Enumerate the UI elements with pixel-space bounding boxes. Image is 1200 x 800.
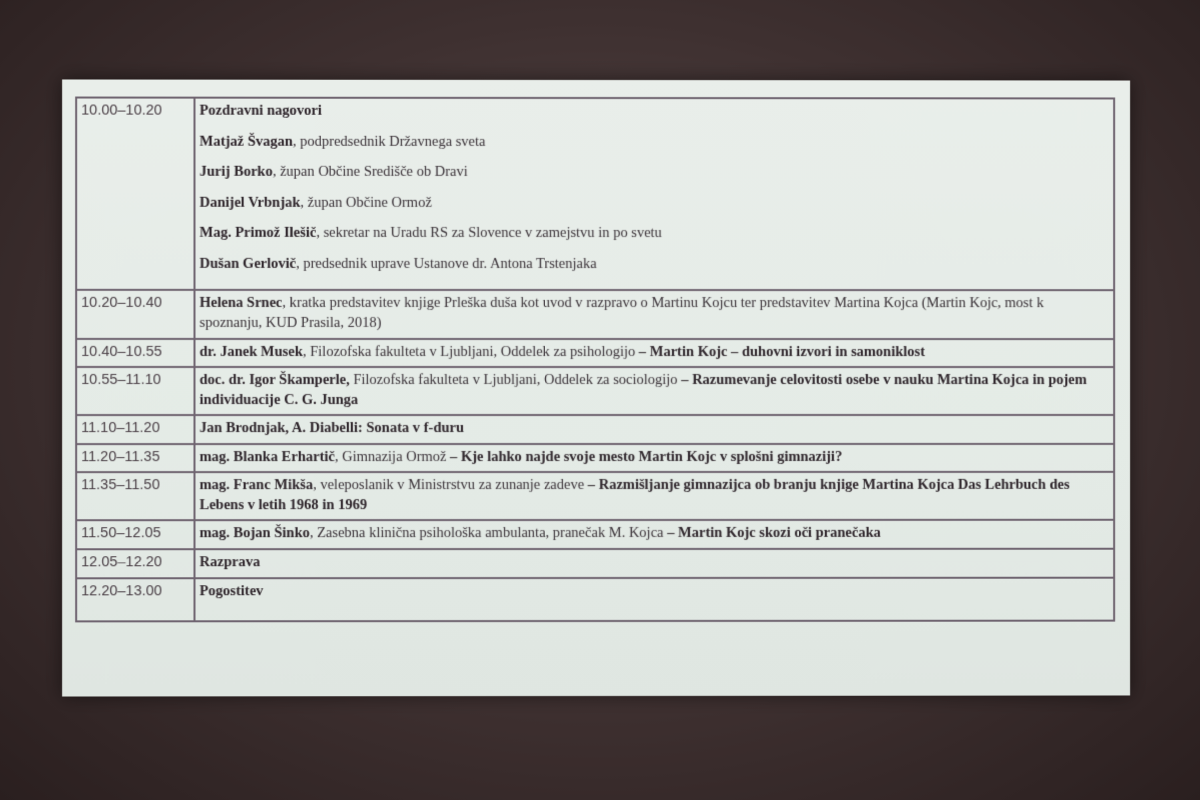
speaker-role: , sekretar na Uradu RS za Slovence v zamejstvu in po svetu [316,225,662,242]
speaker-name: mag. Franc Mikša [199,477,313,494]
speaker-affiliation: Filozofska fakulteta v Ljubljani, Oddelek za sociologijo [349,372,682,389]
speaker-role: , župan Občine Ormož [300,194,432,211]
speaker-name: Razprava [199,554,261,571]
time-cell: 10.20–10.40 [76,290,194,338]
speaker-name: Mag. Primož Ilešič [199,225,317,242]
session-line [200,102,1110,122]
session-cell [194,98,1114,291]
table-row [76,290,1114,338]
time-cell: 12.20–13.00 [76,578,194,621]
time-cell: 11.20–11.35 [76,444,194,473]
speaker-name: Jurij Borko [199,163,273,180]
speaker-name: doc. dr. Igor Škamperle, [199,372,350,389]
time-cell: 12.05–12.20 [76,549,194,578]
speaker-affiliation: , Filozofska fakulteta v Ljubljani, Oddelek za psihologijo [302,343,639,360]
time-cell: 11.50–12.05 [76,521,194,550]
projection-screen [62,79,1130,696]
talk-title: – Kje lahko najde svoje mesto Martin Kojc v splošni gimnaziji? [450,448,843,465]
time-cell: 10.55–11.10 [76,367,194,415]
session-cell [194,472,1114,520]
session-cell [194,549,1114,578]
speaker-affiliation: , Zasebna klinična psihološka ambulanta, pranečak M. Kojca [309,525,668,542]
time-cell: 11.10–11.20 [76,415,194,444]
time-cell: 11.35–11.50 [76,472,194,520]
table-row [76,577,1114,621]
table-row [76,520,1114,549]
speaker-name: mag. Bojan Šinko [199,525,310,542]
speaker-name: Pogostitev [199,582,264,599]
speaker-affiliation: , kratka predstavitev knjige Prleška duša kot uvod v razpravo o Martinu Kojcu ter predstavitev Martina Kojca (Martin Kojc, most k spoznanju, KUD Prasila, 2018) [199,295,1044,331]
session-line [200,255,1110,275]
time-cell: 10.40–10.55 [76,338,194,367]
table-row [76,549,1114,578]
table-row [76,367,1114,415]
speaker-role: , župan Občine Središče ob Dravi [272,163,468,181]
talk-title: – Razmišljanje gimnazijca ob branju knjige Martina Kojca Das Lehrbuch des Lebens v letih 1968 in 1969 [199,477,1070,514]
session-cell [194,520,1114,549]
speaker-name: Danijel Vrbnjak [199,194,301,211]
speaker-affiliation: , veleposlanik v Ministrstvu za zunanje zadeve [312,477,588,494]
session-line [200,163,1110,183]
speaker-name: mag. Blanka Erhartič [199,448,335,465]
session-line [200,132,1110,152]
table-row [76,444,1114,473]
session-cell [194,577,1114,621]
speaker-name: dr. Janek Musek [199,343,303,360]
session-cell [194,338,1114,367]
speaker-name: Dušan Gerlovič [199,255,296,272]
speaker-role: , podpredsednik Državnega sveta [292,133,486,150]
talk-title: – Martin Kojc skozi oči pranečaka [667,525,881,542]
table-row [76,338,1114,367]
program-table [75,97,1115,622]
session-line [200,224,1110,244]
speaker-name: Jan Brodnjak, A. Diabelli: Sonata v f-duru [199,420,464,437]
table-row [76,472,1114,520]
talk-title: – Martin Kojc – duhovni izvori in samoniklost [638,343,925,360]
time-cell: 10.00–10.20 [76,98,194,291]
speaker-name: Pozdravni nagovori [199,102,322,119]
session-cell [194,444,1114,473]
session-cell [194,290,1114,338]
session-line [200,193,1110,213]
table-row [76,415,1114,444]
session-cell [194,415,1114,444]
session-cell [194,367,1114,415]
speaker-name: Matjaž Švagan [199,133,293,150]
speaker-affiliation: , Gimnazija Ormož [334,448,451,465]
talk-title: – Razumevanje celovitosti osebe v nauku Martina Kojca in pojem individuacije C. G. Junga [199,372,1087,408]
speaker-role: , predsednik uprave Ustanove dr. Antona Trstenjaka [295,255,597,272]
speaker-name: Helena Srnec [199,295,283,312]
table-row [76,98,1114,291]
